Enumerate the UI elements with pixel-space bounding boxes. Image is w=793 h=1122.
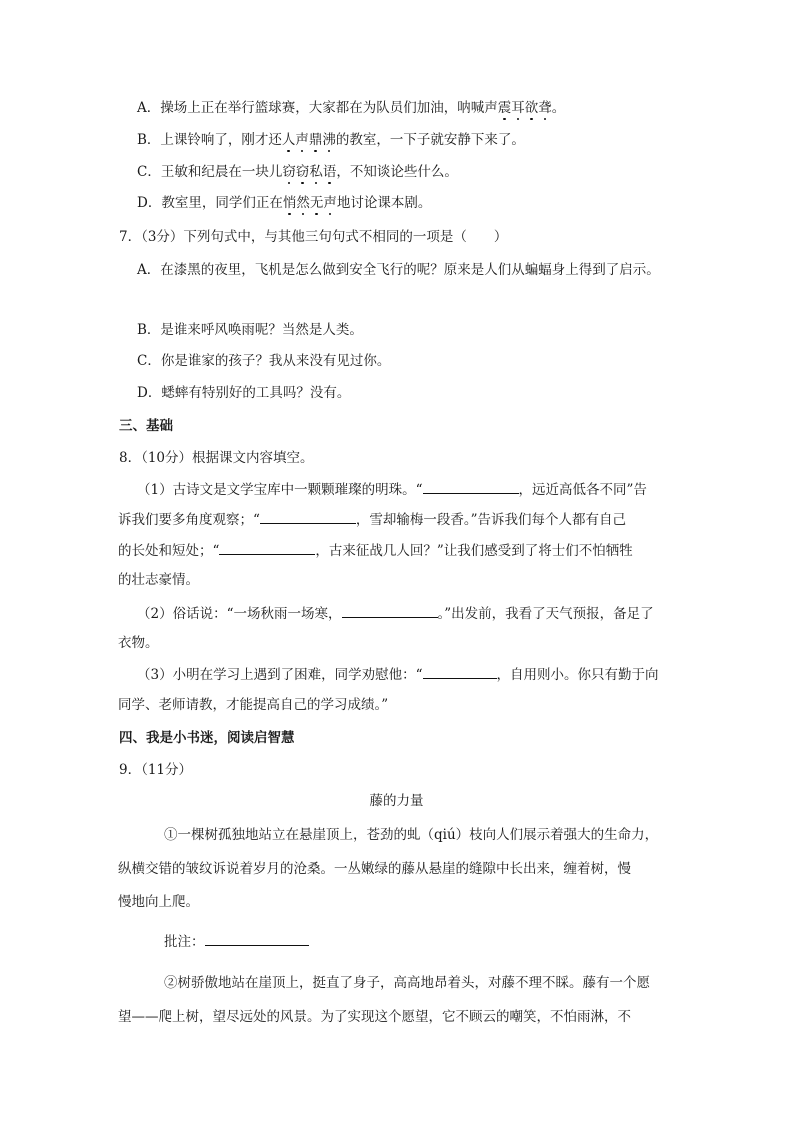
emphasis-char: 声 [323, 195, 337, 211]
emphasis-char: 语 [322, 164, 337, 180]
fill-blank[interactable] [423, 479, 519, 494]
passage-para2-line2: 望——爬上树，望尽远处的风景。为了实现这个愿望，它不顾云的嘲笑，不怕雨淋，不 [118, 1009, 631, 1025]
annotation-label: 批注： [164, 934, 205, 950]
q6-option-b [137, 130, 525, 150]
q7-stem: 7．（3分）下列句式中，与其他三句句式不相同的一项是（ ） [119, 229, 508, 245]
text: 的长处和短处；“ [118, 543, 220, 559]
fill-blank[interactable] [423, 664, 497, 679]
section-heading: 四、我是小书迷，阅读启智慧 [119, 730, 295, 746]
text: ，雪却输梅一段香。”告诉我们每个人都有自己 [355, 512, 627, 528]
passage-title: 藤的力量 [369, 793, 424, 809]
emphasis-char: 鼎 [308, 132, 323, 148]
emphasized-idiom [282, 132, 336, 148]
emphasis-char: 悄 [282, 195, 297, 211]
emphasis-char: 私 [309, 164, 323, 180]
emphasis-char: 窃 [295, 164, 310, 180]
annotation-blank[interactable] [205, 931, 309, 946]
fill-blank[interactable] [342, 603, 438, 618]
text: （3）小明在学习上遇到了困难，同学劝慰他：“ [137, 667, 423, 683]
section-heading: 三、基础 [119, 418, 173, 434]
passage-para2-line1: ②树骄傲地站在崖顶上，挺直了身子，高高地昂着头，对藤不理不睬。藤有一个愿 [164, 975, 650, 991]
option-text: ，不知谈论些什么。 [336, 164, 458, 180]
q8-stem: 8．（10分）根据课文内容填空。 [119, 450, 314, 466]
emphasis-char: 声 [295, 132, 309, 148]
text: （2）俗话说：“一场秋雨一场寒， [137, 606, 342, 622]
q8-part1-line3 [118, 540, 633, 561]
option-text: A．操场上正在举行篮球赛，大家都在为队员们加油，呐喊声 [137, 100, 498, 116]
annotation-line [164, 931, 309, 952]
option-text: B．上课铃响了，刚才还 [137, 132, 282, 148]
q7-option-d: D．蟋蟀有特别好的工具吗？没有。 [137, 385, 351, 401]
q9-stem: 9．（11分） [119, 762, 193, 778]
text: ，自用则小。你只有勤于向 [496, 667, 659, 683]
text: （1）古诗文是文学宝库中一颗颗璀璨的明珠。“ [137, 482, 423, 498]
option-text: C．王敏和纪晨在一块儿 [137, 164, 283, 180]
emphasized-idiom [282, 164, 336, 180]
fill-blank[interactable] [219, 540, 315, 555]
q7-option-b: B．是谁来呼风唤雨呢？当然是人类。 [137, 322, 363, 338]
emphasis-char: 沸 [322, 132, 336, 148]
q7-option-a: A．在漆黑的夜里，飞机是怎么做到安全飞行的呢？原来是人们从蝙蝠身上得到了启示。 [137, 262, 660, 278]
emphasized-idiom [498, 100, 552, 116]
emphasis-char: 震 [497, 100, 512, 116]
q8-part1-line4: 的壮志豪情。 [118, 572, 199, 588]
q8-part3-line1 [137, 664, 659, 685]
emphasis-char: 聋 [538, 100, 552, 116]
emphasis-char: 无 [309, 195, 324, 211]
q6-option-d [137, 193, 431, 213]
q8-part2-line2: 衣物。 [118, 635, 159, 651]
passage-para1-line1: ①一棵树孤独地站立在悬崖顶上，苍劲的虬（qiú）枝向人们展示着强大的生命力， [164, 827, 659, 843]
passage-para1-line2: 纵横交错的皱纹诉说着岁月的沧桑。一丛嫩绿的藤从悬崖的缝隙中长出来，缠着树，慢 [118, 861, 631, 877]
q7-option-c: C．你是谁家的孩子？我从来没有见过你。 [137, 353, 391, 369]
q8-part1-line2 [118, 509, 626, 530]
option-text: 地讨论课本剧。 [336, 195, 432, 211]
q8-part2-line1 [137, 603, 654, 624]
text: ，古来征战几人回？”让我们感受到了将士们不怕牺牲 [315, 543, 633, 559]
fill-blank[interactable] [260, 509, 356, 524]
option-text: D．教室里，同学们正在 [137, 195, 283, 211]
emphasis-char: 窃 [282, 164, 296, 180]
emphasis-char: 人 [281, 132, 296, 148]
emphasized-idiom [283, 195, 337, 211]
passage-para1-line3: 慢地向上爬。 [118, 894, 199, 910]
q6-option-a [137, 98, 565, 118]
option-text: 。 [551, 100, 566, 116]
text: 诉我们要多角度观察；“ [118, 512, 260, 528]
emphasis-char: 欲 [524, 100, 539, 116]
option-text: 的教室，一下子就安静下来了。 [335, 132, 525, 148]
emphasis-char: 耳 [511, 100, 525, 116]
q8-part3-line2: 同学、老师请教，才能提高自己的学习成绩。” [118, 697, 389, 713]
text: 。”出发前，我看了天气预报，备足了 [437, 606, 654, 622]
emphasis-char: 然 [296, 195, 310, 211]
q6-option-c [137, 162, 458, 182]
text: ，远近高低各不同”告 [518, 482, 647, 498]
q8-part1-line1 [137, 479, 647, 500]
